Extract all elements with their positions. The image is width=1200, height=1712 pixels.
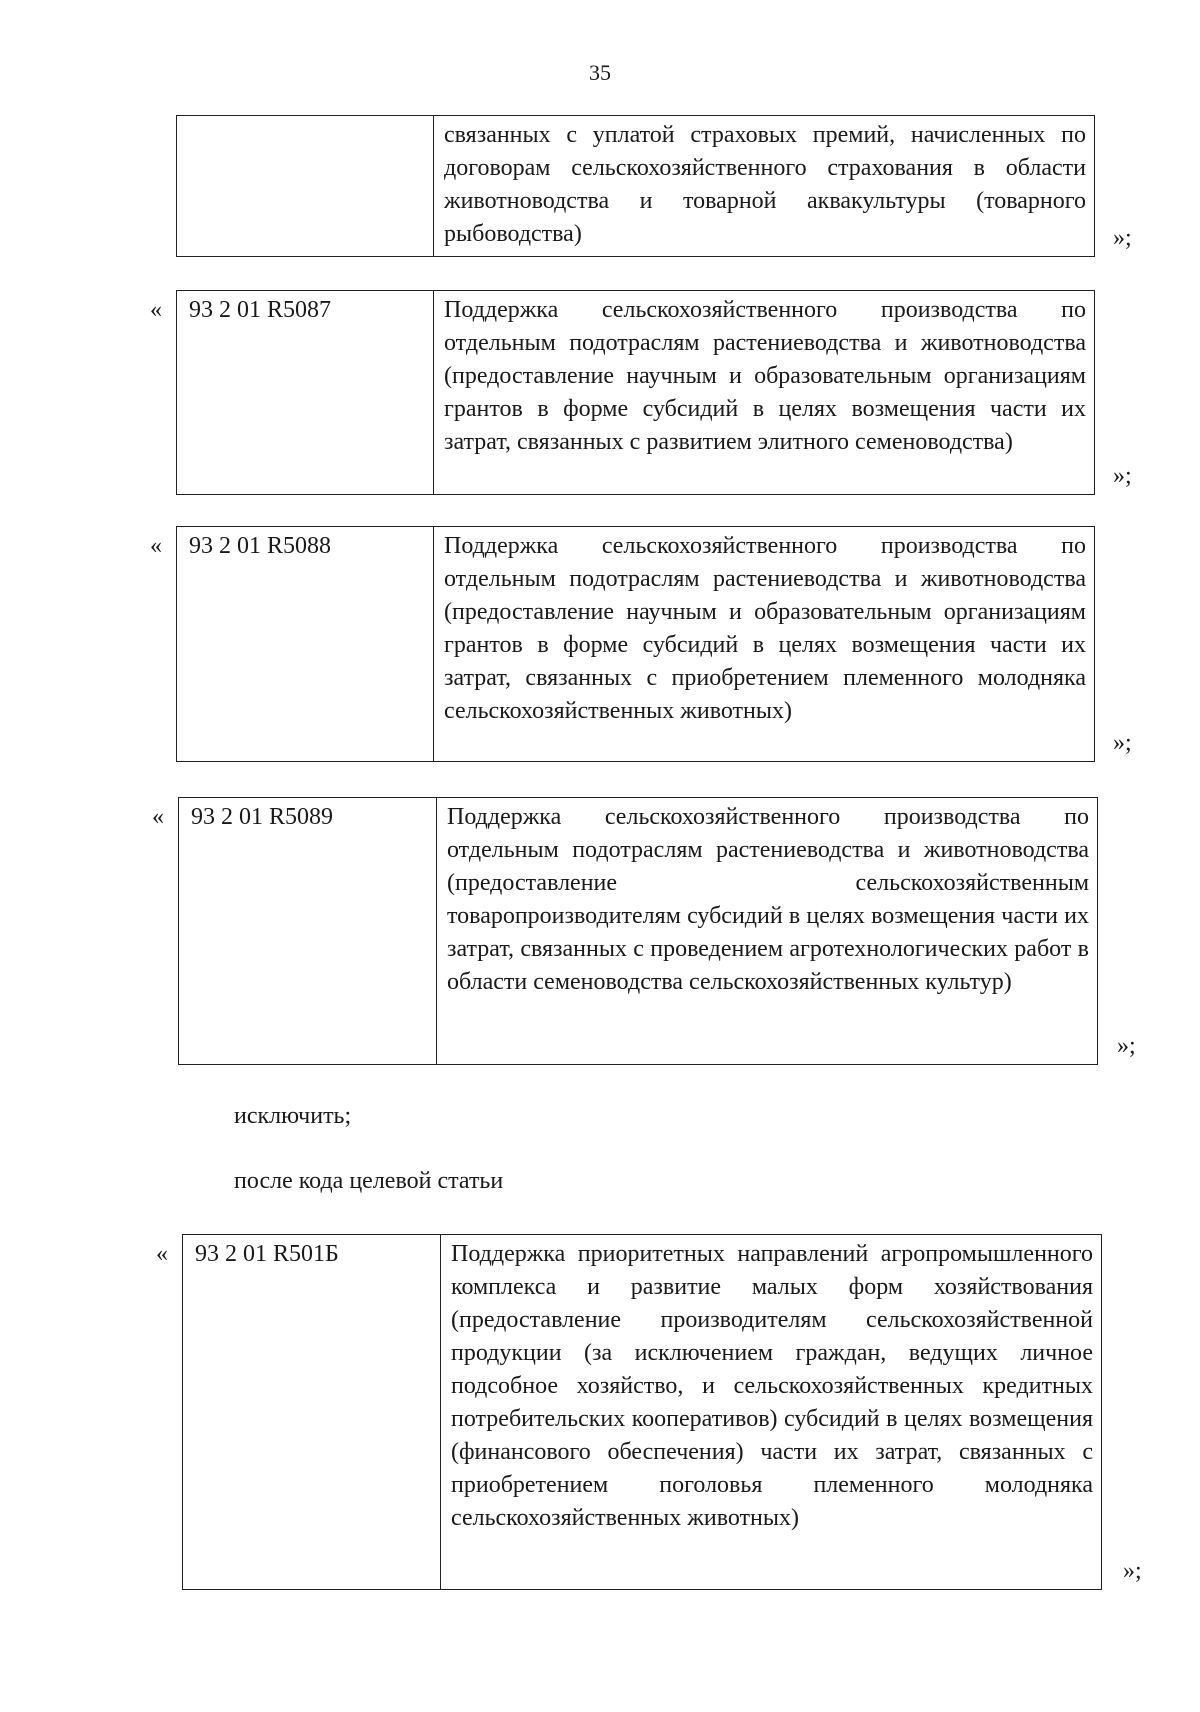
code-cell [176, 115, 433, 257]
code-cell: 93 2 01 R5087 [176, 290, 433, 495]
close-quote: »; [1123, 1558, 1142, 1584]
description-cell: связанных с уплатой страховых премий, начисленных по договорам сельскохозяйственного страхования в области животноводства и товарной аквакультуры (товарного рыбоводства) [433, 115, 1095, 257]
open-quote: « [156, 1241, 168, 1267]
open-quote: « [150, 297, 162, 323]
after-code-paragraph: после кода целевой статьи [234, 1168, 504, 1194]
description-cell: Поддержка сельскохозяйственного производства по отдельным подотраслям растениеводства и животноводства (предоставление сельскохозяйственным товаропроизводителям субсидий в целях возмещения части их затрат, связанных с проведением агротехнологических работ в области семеноводства сельскохозяйственных культур) [436, 797, 1098, 1065]
page-number: 35 [589, 60, 611, 85]
close-quote: »; [1113, 730, 1132, 756]
open-quote: « [150, 533, 162, 559]
description-cell: Поддержка сельскохозяйственного производства по отдельным подотраслям растениеводства и животноводства (предоставление научным и образовательным организациям грантов в форме субсидий в целях возмещения части их затрат, связанных с приобретением племенного молодняка сельскохозяйственных животных) [433, 526, 1095, 762]
close-quote: »; [1113, 463, 1132, 489]
exclude-paragraph: исключить; [234, 1103, 352, 1129]
code-cell: 93 2 01 R501Б [182, 1234, 440, 1590]
close-quote: »; [1113, 225, 1132, 251]
description-cell: Поддержка сельскохозяйственного производства по отдельным подотраслям растениеводства и животноводства (предоставление научным и образовательным организациям грантов в форме субсидий в целях возмещения части их затрат, связанных с развитием элитного семеноводства) [433, 290, 1095, 495]
open-quote: « [152, 804, 164, 830]
description-cell: Поддержка приоритетных направлений агропромышленного комплекса и развитие малых форм хозяйствования (предоставление производителям сельскохозяйственной продукции (за исключением граждан, ведущих личное подсобное хозяйство, и сельскохозяйственных кредитных потребительских кооперативов) субсидий в целях возмещения (финансового обеспечения) части их затрат, связанных с приобретением поголовья племенного молодняка сельскохозяйственных животных) [440, 1234, 1102, 1590]
close-quote: »; [1117, 1033, 1136, 1059]
code-cell: 93 2 01 R5088 [176, 526, 433, 762]
code-cell: 93 2 01 R5089 [178, 797, 436, 1065]
